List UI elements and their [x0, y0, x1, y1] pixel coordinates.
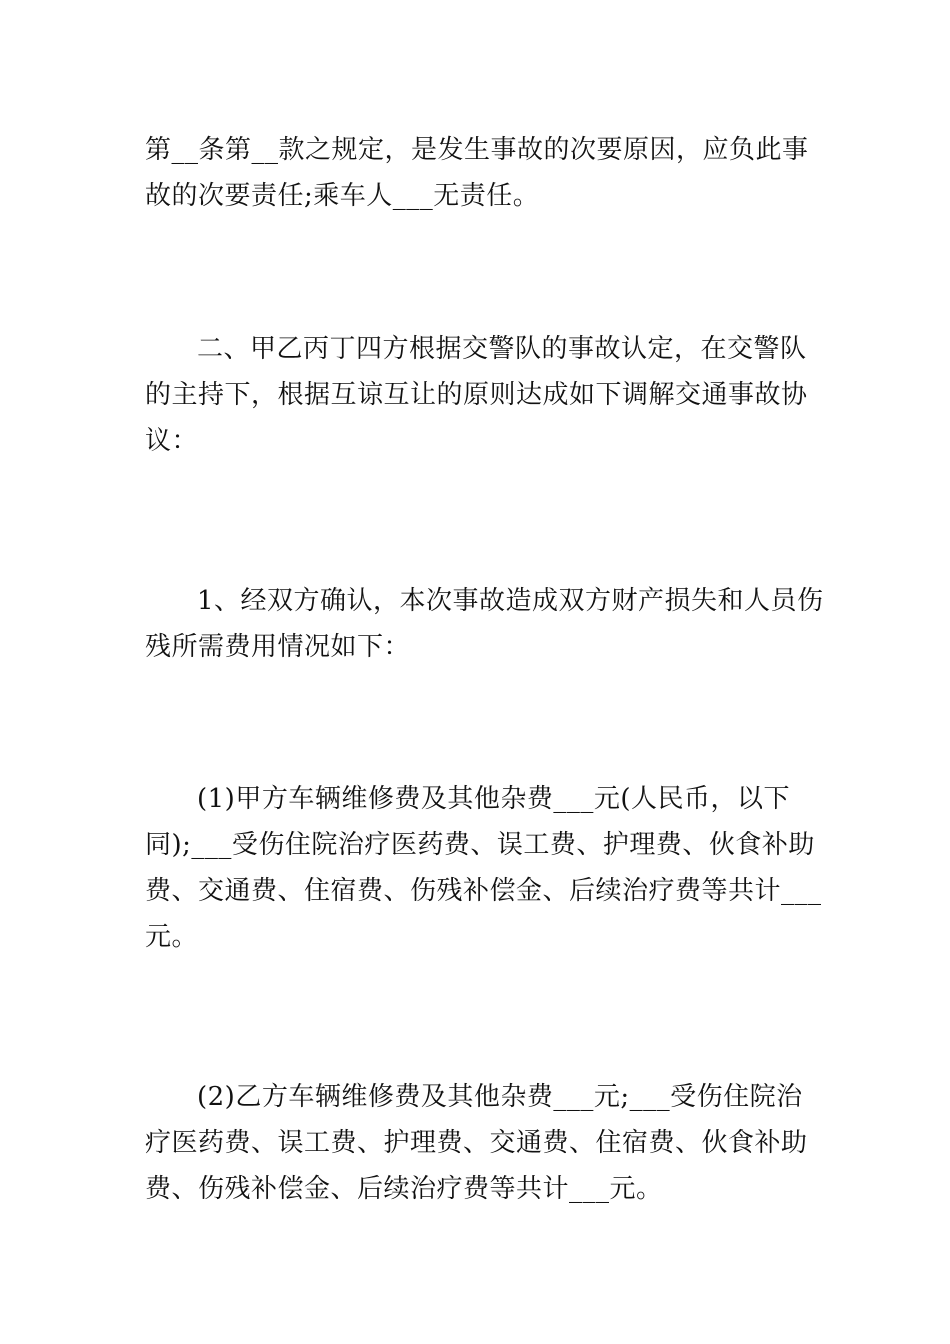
text-line: 残所需费用情况如下： — [145, 632, 411, 662]
text-line: 同);___受伤住院治疗医药费、误工费、护理费、伙食补助 — [145, 830, 815, 860]
text-line: 元。 — [145, 922, 199, 952]
text-line: 疗医药费、误工费、护理费、交通费、住宿费、伙食补助 — [145, 1128, 808, 1158]
text-line: 的主持下，根据互谅互让的原则达成如下调解交通事故协 — [145, 380, 808, 410]
text-line: 第__条第__款之规定，是发生事故的次要原因，应负此事 — [145, 135, 809, 165]
text-line: (2)乙方车辆维修费及其他杂费___元;___受伤住院治 — [197, 1082, 803, 1112]
paragraph-party-a-costs — [145, 776, 822, 960]
text-line: 1、经双方确认，本次事故造成双方财产损失和人员伤 — [197, 586, 824, 616]
paragraph-responsibility-clause — [145, 127, 813, 219]
text-line: 二、甲乙丙丁四方根据交警队的事故认定，在交警队 — [197, 334, 807, 364]
text-line: 议： — [145, 426, 199, 456]
paragraph-agreement-intro — [145, 326, 813, 464]
text-line: 故的次要责任;乘车人___无责任。 — [145, 181, 540, 211]
paragraph-party-b-costs — [145, 1074, 813, 1212]
text-line: (1)甲方车辆维修费及其他杂费___元(人民币，以下 — [197, 784, 790, 814]
text-line: 费、交通费、住宿费、伤残补偿金、后续治疗费等共计___ — [145, 876, 822, 906]
text-line: 费、伤残补偿金、后续治疗费等共计___元。 — [145, 1174, 663, 1204]
paragraph-item-1 — [145, 578, 824, 670]
